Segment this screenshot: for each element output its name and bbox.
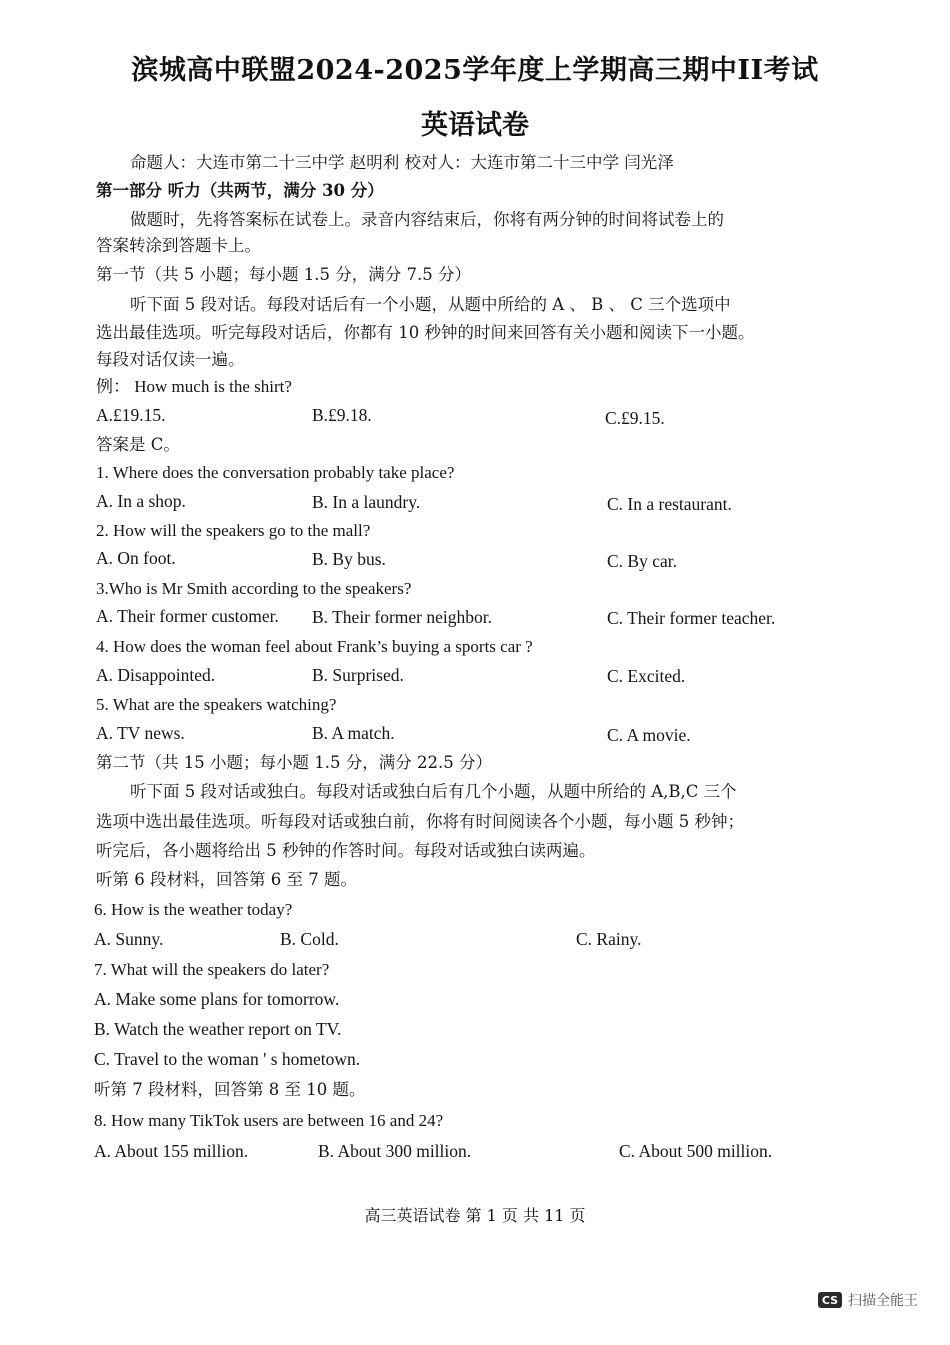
q4-option-a: A. Disappointed. [96,665,216,685]
q7-option-a: A. Make some plans for tomorrow. [94,989,340,1009]
q1-option-a: A. In a shop. [96,491,186,511]
q2-option-a: A. On foot. [96,548,176,568]
section1-heading: 第一节（共 5 小题；每小题 1.5 分，满分 7.5 分） [96,265,471,284]
example-option-a: A.£19.15. [96,405,166,425]
q4-option-c: C. Excited. [607,666,686,686]
question-8: 8. How many TikTok users are between 16 and 24? [94,1111,444,1130]
q6-option-b: B. Cold. [280,929,339,949]
question-6: 6. How is the weather today? [94,900,293,919]
q4-option-b: B. Surprised. [312,665,404,685]
q5-option-b: B. A match. [312,723,395,743]
example-option-c: C.£9.15. [605,408,665,428]
exam-subtitle: 英语试卷 [421,110,529,141]
q3-option-c: C. Their former teacher. [607,608,776,628]
section1-intro-1: 听下面 5 段对话。每段对话后有一个小题，从题中所给的 A 、 B 、 C 三个选项中 [130,295,731,314]
q8-option-b: B. About 300 million. [318,1141,472,1161]
question-7: 7. What will the speakers do later? [94,960,330,979]
q5-option-a: A. TV news. [96,723,185,743]
q7-option-b: B. Watch the weather report on TV. [94,1019,342,1039]
q3-option-a: A. Their former customer. [96,606,279,626]
page-footer: 高三英语试卷 第 1 页 共 11 页 [364,1206,586,1225]
question-5: 5. What are the speakers watching? [96,695,337,714]
example-answer: 答案是 C。 [96,435,180,454]
authors-line: 命题人：大连市第二十三中学 赵明利 校对人：大连市第二十三中学 闫光泽 [130,153,674,172]
exam-title: 滨城高中联盟2024-2025学年度上学期高三期中II考试 [131,55,819,86]
example-question: 例： How much is the shirt? [96,377,292,396]
section2-heading: 第二节（共 15 小题；每小题 1.5 分，满分 22.5 分） [96,753,492,772]
q8-option-c: C. About 500 million. [619,1141,773,1161]
section2-intro-3: 听完后，各小题将给出 5 秒钟的作答时间。每段对话或独白读两遍。 [96,841,596,860]
q2-option-b: B. By bus. [312,549,386,569]
q6-option-c: C. Rainy. [576,929,642,949]
scanner-watermark [818,1290,950,1310]
q1-option-b: B. In a laundry. [312,492,421,512]
question-4: 4. How does the woman feel about Frank’s buying a sports car ? [96,637,533,656]
section2-intro-2: 选项中选出最佳选项。听每段对话或独白前，你将有时间阅读各个小题，每小题 5 秒钟； [96,812,744,831]
section1-intro-3: 每段对话仅读一遍。 [96,350,245,369]
q7-option-c: C. Travel to the woman ' s hometown. [94,1049,361,1069]
q2-option-c: C. By car. [607,551,677,571]
question-1: 1. Where does the conversation probably take place? [96,463,455,482]
scanner-brand-text: 扫描全能王 [848,1293,918,1309]
part1-intro-1: 做题时，先将答案标在试卷上。录音内容结束后，你将有两分钟的时间将试卷上的 [130,210,724,229]
material-7-heading: 听第 7 段材料，回答第 8 至 10 题。 [94,1080,366,1099]
example-option-b: B.£9.18. [312,405,372,425]
part1-intro-2: 答案转涂到答题卡上。 [96,236,261,255]
q8-option-a: A. About 155 million. [94,1141,249,1161]
q6-option-a: A. Sunny. [94,929,164,949]
part1-heading: 第一部分 听力（共两节，满分 30 分） [96,181,384,200]
section1-intro-2: 选出最佳选项。听完每段对话后，你都有 10 秒钟的时间来回答有关小题和阅读下一小题。 [96,323,755,342]
q1-option-c: C. In a restaurant. [607,494,732,514]
question-2: 2. How will the speakers go to the mall? [96,521,371,540]
q3-option-b: B. Their former neighbor. [312,607,492,627]
camscanner-logo-icon: CS [818,1292,842,1308]
material-6-heading: 听第 6 段材料，回答第 6 至 7 题。 [96,870,357,889]
q5-option-c: C. A movie. [607,725,691,745]
section2-intro-1: 听下面 5 段对话或独白。每段对话或独白后有几个小题，从题中所给的 A,B,C 三个 [130,782,737,801]
question-3: 3.Who is Mr Smith according to the speakers? [96,579,412,598]
